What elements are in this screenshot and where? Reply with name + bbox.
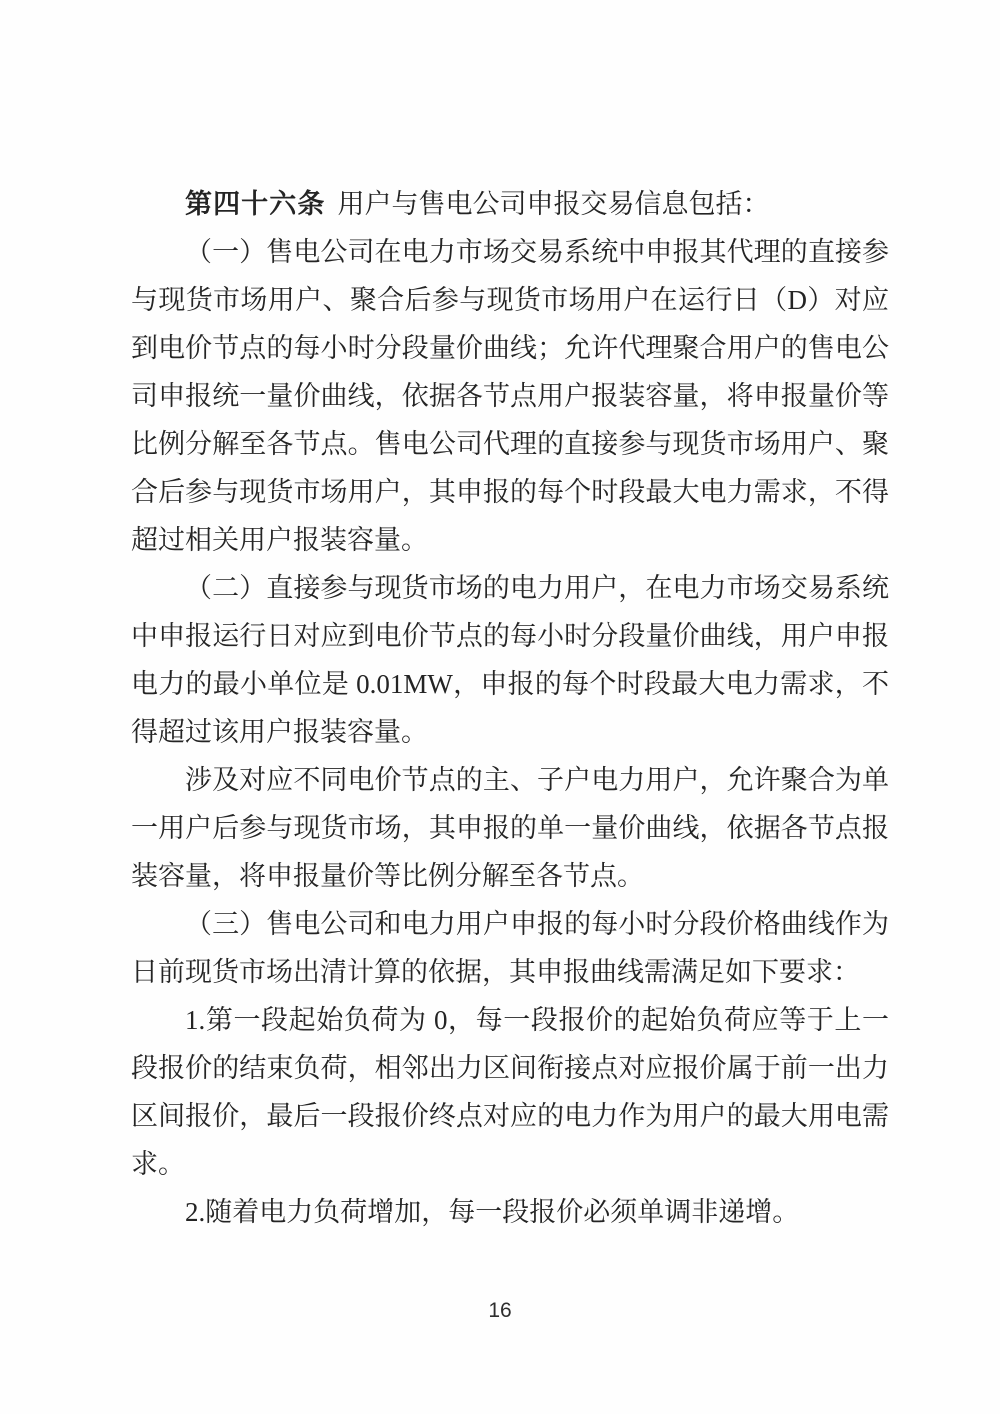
article-heading	[131, 180, 889, 228]
paragraph-item-1: （一）售电公司在电力市场交易系统中申报其代理的直接参与现货市场用户、聚合后参与现货市场用户在运行日（D）对应到电价节点的每小时分段量价曲线；允许代理聚合用户的售电公司申报统一量价曲线，依据各节点用户报装容量，将申报量价等比例分解至各节点。售电公司代理的直接参与现货市场用户、聚合后参与现货市场用户，其申报的每个时段最大电力需求，不得超过相关用户报装容量。	[131, 237, 889, 555]
paragraph-item-6: 2.随着电力负荷增加，每一段报价必须单调非递增。	[185, 1197, 800, 1227]
page-footer	[0, 1296, 1000, 1326]
paragraph-item-2: （二）直接参与现货市场的电力用户，在电力市场交易系统中申报运行日对应到电价节点的每小时分段量价曲线，用户申报电力的最小单位是 0.01MW，申报的每个时段最大电力需求，不得超过该用户报装容量。	[131, 573, 889, 747]
paragraph-item-5: 1.第一段起始负荷为 0，每一段报价的起始负荷应等于上一段报价的结束负荷，相邻出力区间衔接点对应报价属于前一出力区间报价，最后一段报价终点对应的电力作为用户的最大用电需求。	[131, 1005, 889, 1179]
paragraph-item-4: （三）售电公司和电力用户申报的每小时分段价格曲线作为日前现货市场出清计算的依据，其申报曲线需满足如下要求：	[131, 909, 889, 987]
paragraph-item-3: 涉及对应不同电价节点的主、子户电力用户，允许聚合为单一用户后参与现货市场，其申报的单一量价曲线，依据各节点报装容量，将申报量价等比例分解至各节点。	[131, 765, 889, 891]
article-number: 第四十六条	[185, 189, 326, 219]
article-title: 用户与售电公司申报交易信息包括：	[337, 189, 770, 219]
document-body	[131, 180, 889, 1236]
page-number: 16	[488, 1299, 512, 1322]
